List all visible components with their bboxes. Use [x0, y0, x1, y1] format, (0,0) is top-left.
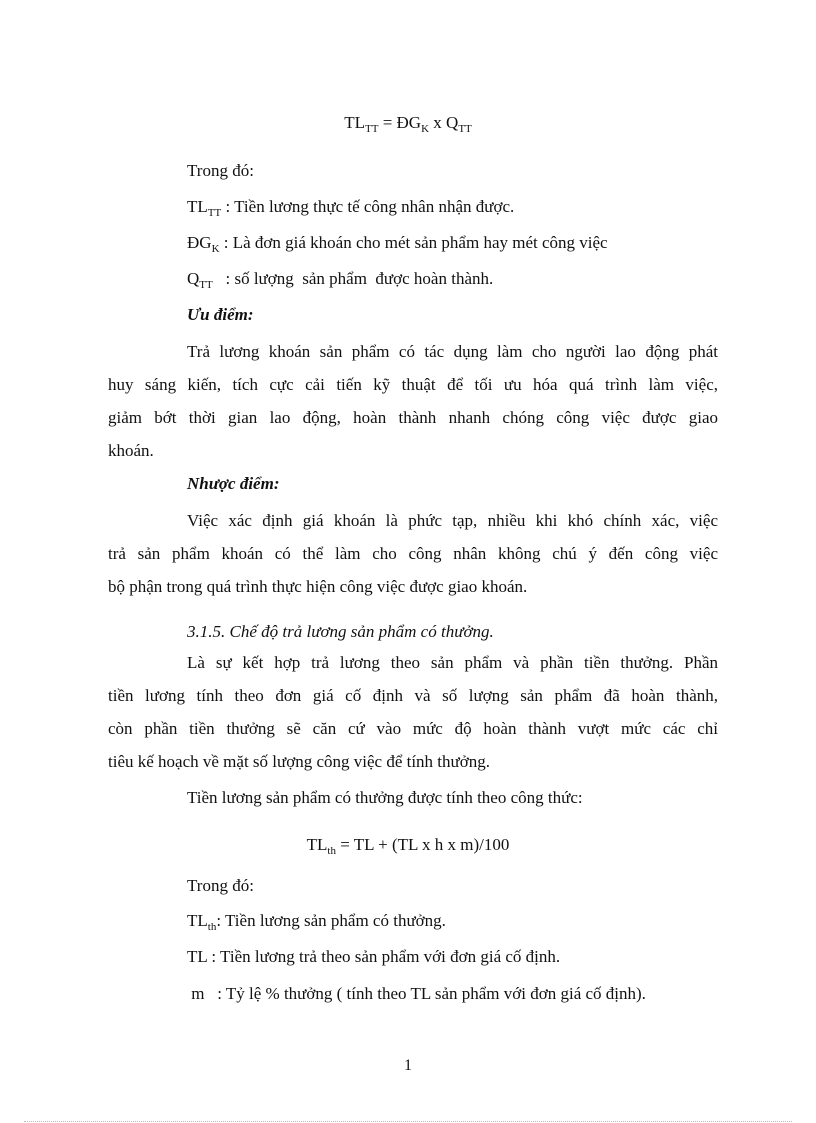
- trong-do-label: Trong đó:: [187, 161, 254, 180]
- paragraph-line: khoán.: [108, 441, 154, 460]
- paragraph-line: tiêu kế hoạch về mặt số lượng công việc để tính thưởng.: [108, 752, 490, 771]
- paragraph-line: huy sáng kiến, tích cực cải tiến kỹ thuật để tối ưu hóa quá trình làm việc,: [108, 375, 718, 394]
- formula-tl-tt: $TL_{TT}$ = $ĐG_K$ x $Q_{TT}$: [344, 113, 472, 135]
- formula-tl-th: $TL_{th}$ = TL + (TL x h x m)/100: [306, 835, 510, 857]
- paragraph-line: Là sự kết hợp trả lương theo sản phẩm và phần tiền thưởng. Phần: [187, 653, 718, 672]
- paragraph-line: tiền lương tính theo đơn giá cố định và số lượng sản phẩm đã hoàn thành,: [108, 686, 718, 705]
- disadvantages-heading: Nhược điểm:: [187, 474, 280, 493]
- paragraph-line: còn phần tiền thưởng sẽ căn cứ vào mức độ hoàn thành vượt mức các chỉ: [108, 719, 718, 738]
- definition-tl-tt: $TL_{TT}$ : Tiền lương thực tế công nhân nhận được.: [187, 197, 515, 219]
- paragraph-line: Việc xác định giá khoán là phức tạp, nhiều khi khó chính xác, việc: [187, 511, 718, 530]
- advantages-heading: Ưu điểm:: [187, 305, 254, 324]
- page-bottom-border: [24, 1121, 792, 1122]
- definition-q-tt: $Q_{TT}$ : số lượng sản phẩm được hoàn thành.: [187, 269, 494, 291]
- paragraph-line: trả sản phẩm khoán có thể làm cho công nhân không chú ý đến công việc: [108, 544, 718, 563]
- definition-m: m : Tỷ lệ % thưởng ( tính theo TL sản phẩm với đơn giá cố định).: [187, 984, 646, 1003]
- definition-dg-k: $ĐG_K$ : Là đơn giá khoán cho mét sản phẩm hay mét công việc: [187, 233, 608, 255]
- paragraph-line: giảm bớt thời gian lao động, hoàn thành nhanh chóng công việc được giao: [108, 408, 718, 427]
- paragraph-line: Trả lương khoán sản phẩm có tác dụng làm cho người lao động phát: [187, 342, 718, 361]
- formula-intro: Tiền lương sản phẩm có thưởng được tính theo công thức:: [187, 788, 583, 807]
- page-number: 1: [404, 1057, 412, 1074]
- definition-tl-th: $TL_{th}$: Tiền lương sản phẩm có thưởng.: [187, 911, 446, 933]
- definition-tl: TL : Tiền lương trả theo sản phẩm với đơn giá cố định.: [187, 947, 561, 966]
- section-heading: 3.1.5. Chế độ trả lương sản phẩm có thưởng.: [187, 622, 494, 641]
- trong-do-label: Trong đó:: [187, 876, 254, 895]
- paragraph-line: bộ phận trong quá trình thực hiện công việc được giao khoán.: [108, 577, 528, 596]
